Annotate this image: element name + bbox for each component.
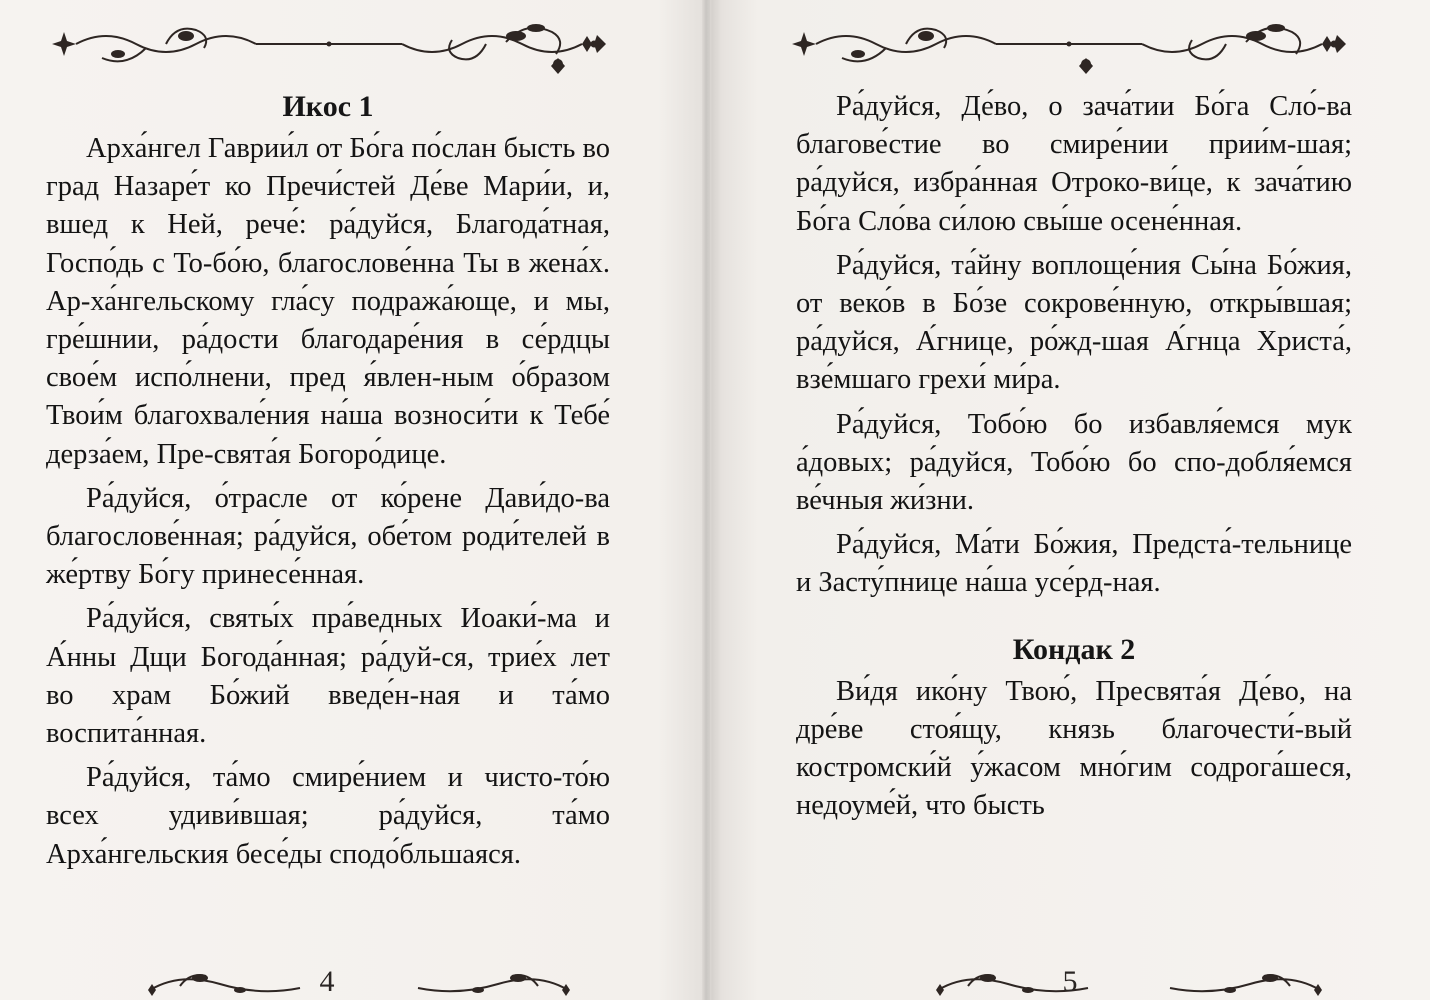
page-number: 4 [319,965,335,998]
floral-vignette-icon [46,14,612,80]
floral-vignette-icon [786,14,1352,80]
ikos-1-paragraph: Ра́дуйся, о́трасле от ко́рене Дави́до-ва благослове́нная; ра́дуйся, обе́том роди́телей в же́ртву Бо́гу принесе́нная. [46,482,610,591]
page-number: 5 [1062,965,1078,998]
kondak-2-paragraph: Ви́дя ико́ну Твою́, Пресвята́я Де́во, на дре́ве стоя́щу, князь благочести́-вый костромски́й у́жасом мно́гим содрога́шеся, недоуме́й, что бысть [796,675,1352,822]
ikos-1-continued-paragraph: Ра́дуйся, Де́во, о зача́тии Бо́га Сло́-ва благове́стие во смире́нии прии́м-шая; ра́дуйся, избра́нная Отроко-ви́це, к зача́тию Бо́га Сло́ва си́лою свы́ше осене́нная. [796,91,1352,237]
right-page [718,0,1430,1000]
ikos-1-heading: Икос 1 [282,90,374,123]
floral-scroll-icon [1100,966,1330,1000]
floral-scroll-icon [348,966,578,1000]
left-page [0,0,712,1000]
ikos-1-continued-paragraph: Ра́дуйся, Тобо́ю бо избавля́емся мук а́довых; ра́дуйся, Тобо́ю бо спо-добля́емся ве́чныя жи́зни. [796,408,1352,517]
right-text-column [796,88,1352,831]
ikos-1-paragraph: Ра́дуйся, та́мо смире́нием и чисто-то́ю всех удиви́вшая; ра́дуйся, та́мо Арха́нгельския бесе́ды сподо́бльшаяся. [46,762,610,870]
kondak-2-heading: Кондак 2 [1012,632,1136,666]
ikos-1-paragraph: Ра́дуйся, святы́х пра́ведных Иоаки́-ма и А́нны Дщи Богода́нная; ра́дуй-ся, трие́х лет во храм Бо́жий введе́н-ная и та́мо воспита́нная. [46,603,610,750]
ikos-1-continued-paragraph: Ра́дуйся, Ма́ти Бо́жия, Предста́-тельнице и Засту́пнице на́ша усе́рд-ная. [796,529,1352,599]
left-text-column [46,88,610,880]
book-gutter [702,0,710,1000]
ikos-1-paragraph: Арха́нгел Гаврии́л от Бо́га по́слан бысть во град Назаре́т ко Пречи́стей Де́ве Мари́и, и, вшед к Ней, рече́: ра́дуйся, Благода́тная, Госпо́дь с То-бо́ю, благослове́нна Ты в жена́х. Ар-ха́нгельскому гла́су подража́юще, и мы, гре́шнии, ра́дости благодаре́ния в се́рдцы свое́м испо́лнени, пред я́влен-ным о́бразом Твои́м благохвале́ния на́ша возноси́ти к Тебе́ дерза́ем, Пре-свята́я Богоро́дице. [46,133,610,470]
ikos-1-continued-paragraph: Ра́дуйся, та́йну воплоще́ния Сы́на Бо́жия, от веко́в в Бо́зе сокрове́нную, откры́вшая; ра́дуйся, А́гнице, ро́жд-шая А́гнца Христа́, взе́мшаго грехи́ ми́ра. [796,249,1352,396]
